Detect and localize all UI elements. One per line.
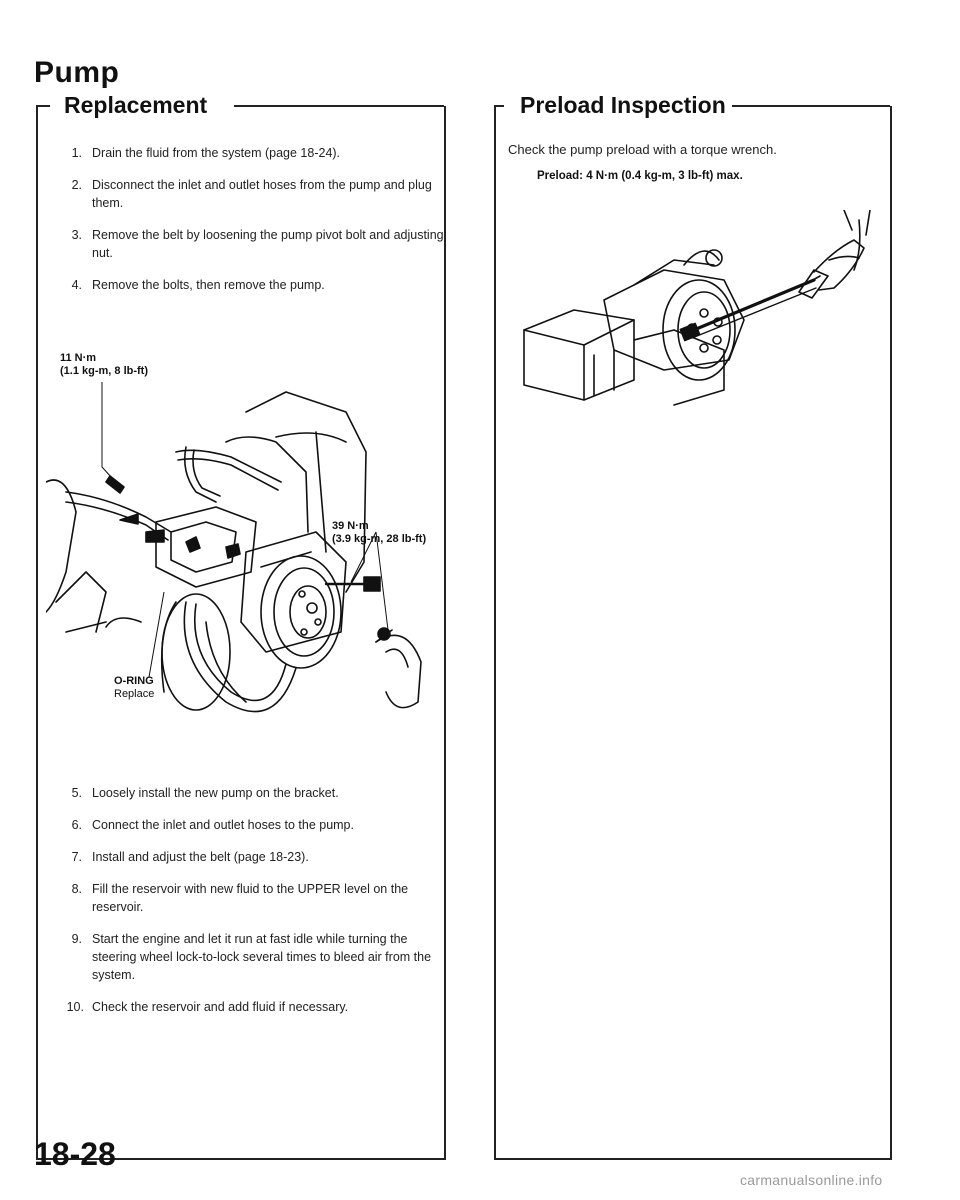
list-item — [62, 144, 444, 162]
preload-instruction: Check the pump preload with a torque wrench. — [508, 142, 777, 157]
replacement-steps-after — [62, 784, 444, 1030]
step-text: Check the reservoir and add fluid if necessary. — [92, 1000, 349, 1014]
step-text: Connect the inlet and outlet hoses to the pump. — [92, 818, 354, 832]
panel-rule — [704, 105, 890, 107]
step-text: Fill the reservoir with new fluid to the UPPER level on the reservoir. — [92, 882, 409, 914]
step-number: 4 . — [62, 276, 82, 294]
torque-value: 11 N·m — [60, 352, 97, 364]
step-number: 2 . — [62, 176, 82, 194]
panel-rule — [36, 105, 50, 107]
panel-rule — [234, 105, 444, 107]
list-item — [62, 226, 444, 262]
panel-rule — [494, 105, 504, 107]
list-item — [62, 276, 444, 294]
page-number: 18-28 — [34, 1136, 116, 1172]
list-item — [62, 998, 444, 1016]
step-number: 9 . — [62, 930, 82, 948]
replacement-heading: Replacement — [58, 90, 213, 120]
list-item — [62, 816, 444, 834]
step-number: 5 . — [62, 784, 82, 802]
step-text: Disconnect the inlet and outlet hoses from the pump and plug them. — [92, 178, 432, 210]
step-number: 3 . — [62, 226, 82, 244]
watermark: carmanualsonline.info — [740, 1172, 883, 1188]
torque-conversion: (3.9 kg-m, 28 lb-ft) — [332, 533, 427, 545]
torque-callout-small — [60, 352, 148, 378]
list-item — [62, 784, 444, 802]
torque-value: 39 N·m — [332, 520, 369, 532]
replacement-steps-before — [62, 144, 444, 308]
preload-spec: Preload: 4 N·m (0.4 kg-m, 3 lb-ft) max. — [537, 170, 743, 182]
step-number: 6 . — [62, 816, 82, 834]
step-number: 1 . — [62, 144, 82, 162]
oring-label: O-RING — [114, 675, 154, 687]
torque-callout-large — [332, 520, 426, 546]
step-number: 8 . — [62, 880, 82, 898]
torque-wrench-illustration — [514, 210, 874, 410]
step-text: Drain the fluid from the system (page 18-24). — [92, 146, 341, 160]
list-item — [62, 176, 444, 212]
step-text: Remove the bolts, then remove the pump. — [92, 278, 325, 292]
pump-replacement-illustration — [46, 372, 436, 772]
torque-conversion: (1.1 kg-m, 8 lb-ft) — [60, 365, 149, 377]
oring-note: Replace — [114, 688, 155, 700]
list-item — [62, 880, 444, 916]
preload-heading: Preload Inspection — [514, 90, 732, 120]
oring-callout — [114, 675, 154, 701]
list-item — [62, 848, 444, 866]
step-number: 10 . — [62, 998, 84, 1016]
page-title: Pump — [34, 56, 120, 89]
step-number: 7 . — [62, 848, 82, 866]
step-text: Install and adjust the belt (page 18-23). — [92, 850, 309, 864]
step-text: Remove the belt by loosening the pump pivot bolt and adjusting nut. — [92, 228, 444, 260]
list-item — [62, 930, 444, 984]
step-text: Loosely install the new pump on the bracket. — [92, 786, 339, 800]
step-text: Start the engine and let it run at fast idle while turning the steering wheel lock-to-lock several times to bleed air from the system. — [92, 932, 432, 982]
